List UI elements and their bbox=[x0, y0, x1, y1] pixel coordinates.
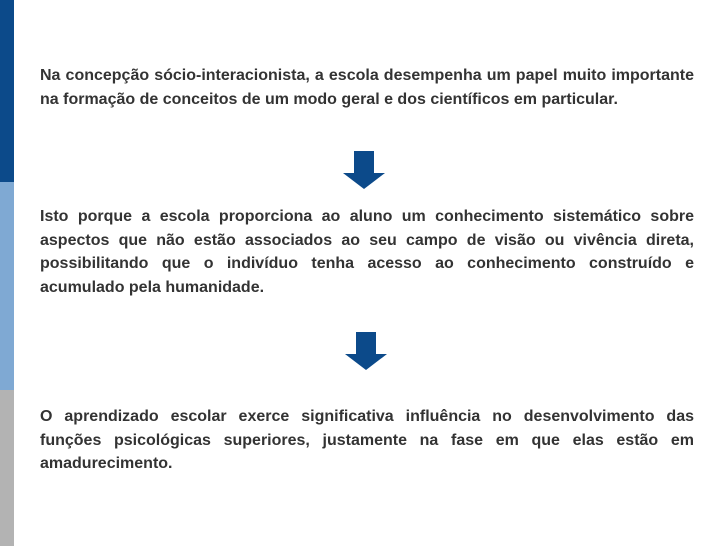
sidebar-stripe-top bbox=[0, 0, 14, 182]
arrow-down-icon bbox=[345, 332, 387, 370]
paragraph-intro: Na concepção sócio-interacionista, a escola desempenha um papel muito importante na formação de conceitos de um modo geral e dos científicos em particular. bbox=[40, 67, 694, 108]
arrow-down-icon bbox=[343, 151, 385, 189]
sidebar-stripe-middle bbox=[0, 182, 14, 390]
paragraph-reason: Isto porque a escola proporciona ao aluno um conhecimento sistemático sobre aspectos que não estão associados ao seu campo de visão ou vivência direta, possibilitando que o indivíduo tenha acesso ao conhecimento construído e acumulado pela humanidade. bbox=[40, 208, 694, 296]
sidebar-stripe-bottom bbox=[0, 390, 14, 546]
paragraph-conclusion: O aprendizado escolar exerce significativa influência no desenvolvimento das funções psicológicas superiores, justamente na fase em que elas estão em amadurecimento. bbox=[40, 408, 694, 472]
